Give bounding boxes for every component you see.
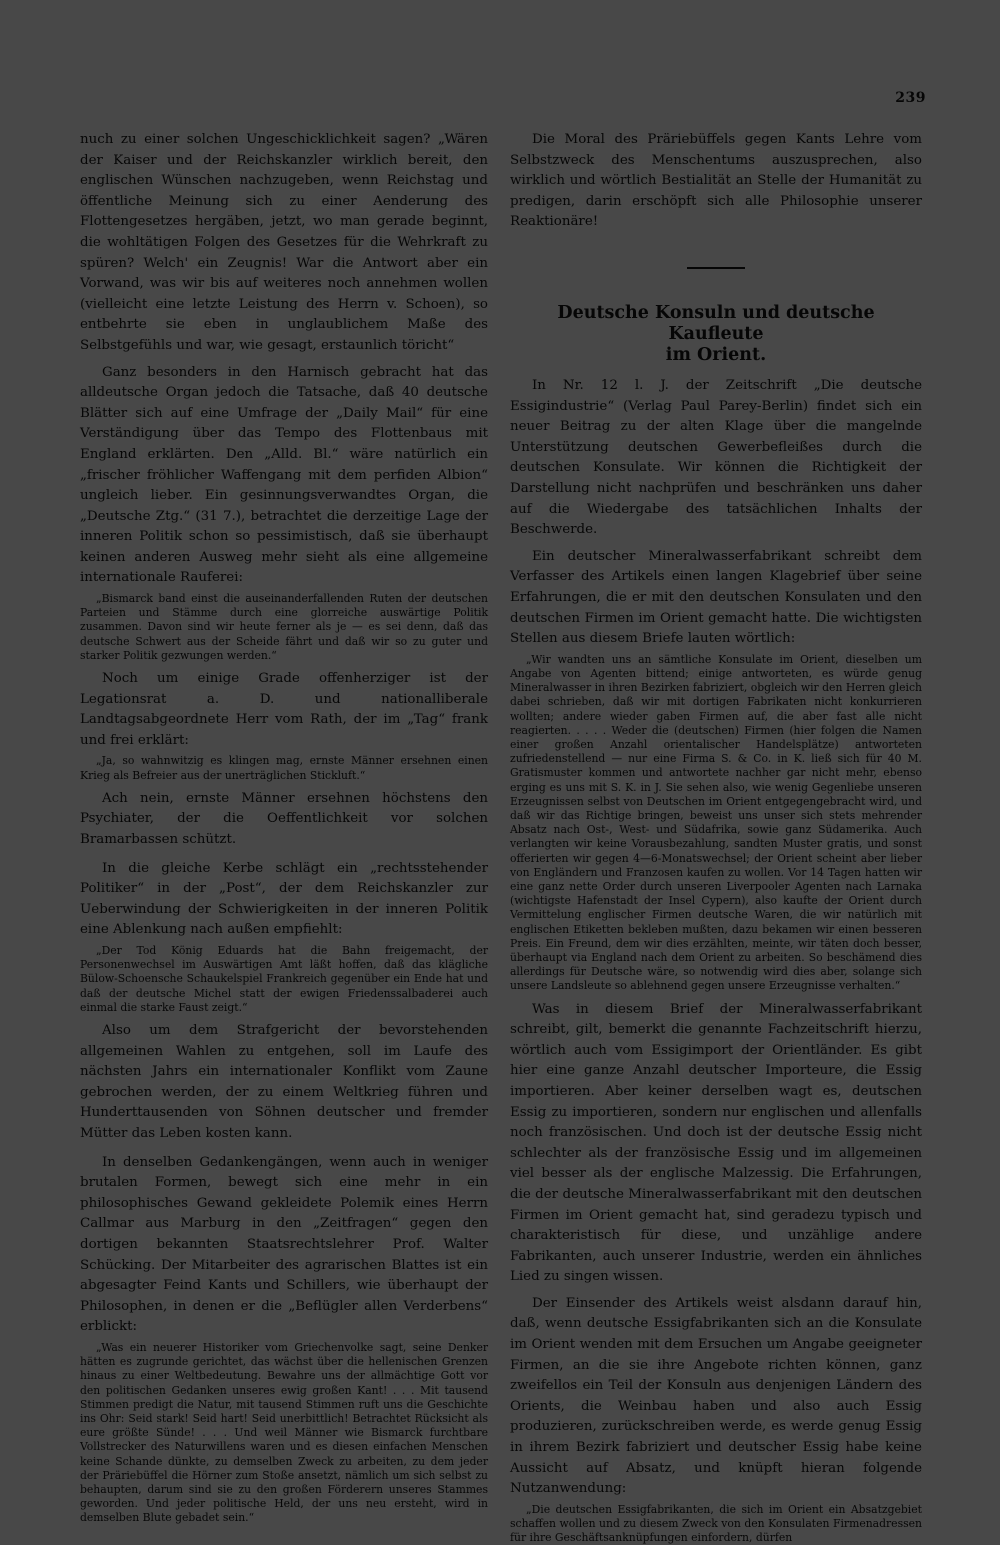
right-quote-letter: „Wir wandten uns an sämtliche Konsulate im Orient, dieselben um Angabe von Agenten bittend; einige antworteten, es würde genug Mineralwasser in ihren Bezirken fabriziert, obgleich wir den Herren gleich dabei schrieben, daß wir mit dortigen Fabrikaten nicht konkurrieren wollten; andere wieder gaben Firmen auf, die aber fast alle nicht reagierten. . . . . Weder die (deutschen) Firmen (hier folgen die Namen einer großen Anzahl orientalischer Handelsplätze) antworteten zufriedenstellend — nur eine Firma S. & Co. in K. ließ sich für 40 M. Gratismuster kommen und antwortete nachher gar nicht mehr, ebenso erging es uns mit S. K. in J. Sie sehen also, wie wenig Gegenliebe unseren Erzeugnissen selbst von Deutschen im Orient entgegengebracht wird, und daß wir das Richtige bringen, beweist uns unser sich stets mehrender Absatz nach Ost-, West- und Südafrika, sowie ganz Südamerika. Auch verlangten wir keine Vorausbezahlung, sandten Muster gratis, und sonst offerierten wir gegen 4—6-Monatswechsel; der Orient scheint aber lieber von Engländern und Franzosen kaufen zu wollen. Vor 14 Tagen hatten wir eine ganz nette Order durch unseren Liverpooler Agenten nach Larnaka (wichtigste Hafenstadt der Insel Cypern), also kaufte der Orient durch Vermittelung englischer Firmen deutsche Waren, die wir natürlich mit englischen Etiketten bekleben mußten, dazu bekamen wir einen besseren Preis. Ein Freund, dem wir dies erzählten, meinte, wir täten doch besser, überhaupt via England nach dem Orient zu arbeiten. So beschämend dies allerdings für Deutsche wäre, so notwendig wird dies aber, solange sich unsere Landsleute so ablehnend gegen unsere Erzeugnisse verhalten.“	[510, 652, 922, 993]
left-quote-post: „Der Tod König Eduards hat die Bahn freigemacht, der Personenwechsel im Auswärtigen Amt läßt hoffen, daß das klägliche Bülow-Schoensche Schaukelspiel Frankreich gegenüber ein Ende hat und daß der deutsche Michel statt der ewigen Friedenssalbaderei auch einmal die starke Faust zeigt.“	[80, 944, 488, 1014]
left-paragraph-3: Noch um einige Grade offenherziger ist der Legationsrat a. D. und nationalliberale Landtagsabgeordnete Herr vom Rath, der im „Tag“ frank und frei erklärt:	[80, 671, 488, 748]
article-heading	[510, 303, 922, 366]
page-number: 239	[895, 90, 926, 106]
left-quote-historiker: „Was ein neuerer Historiker vom Griechenvolke sagt, seine Denker hätten es zugrunde gerichtet, das wächst über die hellenischen Grenzen hinaus zu einer Weltbedeutung. Bewahre uns der allmächtige Gott vor den politischen Gedanken unseres ewig großen Kant! . . . Mit tausend Stimmen predigt die Natur, mit tausend Stimmen ruft uns die Geschichte ins Ohr: Seid stark! Seid hart! Seid unerbittlich! Betrachtet Rücksicht als eure größte Sünde! . . . Und weil Männer wie Bismarck furchtbare Vollstrecker des Naturwillens waren und es diesen einfachen Menschen keine Schande dünkte, zu demselben Zweck zu arbeiten, zu dem jeder der Präriebüffel die Hörner zum Stoße ansetzt, nämlich um sich selbst zu behaupten, darum sind sie zu den großen Förderern unseres Stammes geworden. Und jeder politische Held, der uns neu ersteht, wird in demselben Blute gebadet sein.“	[80, 1340, 488, 1525]
left-paragraph-1: nuch zu einer solchen Ungeschicklichkeit sagen? „Wären der Kaiser und der Reichskanzler wirklich bereit, den englischen Wünschen nachzugeben, wenn Reichstag und öffentliche Meinung sich zu einer Aenderung des Flottengesetzes hergäben, jetzt, wo man gerade beginnt, die wohltätigen Folgen des Gesetzes für die Wehrkraft zu spüren? Welch' ein Zeugnis! War die Antwort aber ein Vorwand, was wir bis auf weiteres noch annehmen wollen (vielleicht eine letzte Leistung des Herrn v. Schoen), so entbehrte sie eben in unglaublichem Maße des Selbstgefühls und war, wie gesagt, erstaunlich töricht“	[80, 132, 488, 353]
right-paragraph-3: Ein deutscher Mineralwasserfabrikant schreibt dem Verfasser des Artikels einen langen Klagebrief über seine Erfahrungen, die er mit den deutschen Konsulaten und den deutschen Firmen im Orient gemacht hatte. Die wichtigsten Stellen aus diesem Briefe lauten wörtlich:	[510, 548, 922, 647]
article-heading-line-2: im Orient.	[665, 344, 767, 365]
right-column	[510, 130, 922, 1545]
right-paragraph-4: Was in diesem Brief der Mineralwasserfabrikant schreibt, gilt, bemerkt die genannte Fachzeitschrift hierzu, wörtlich auch vom Essigimport der Orientländer. Es gibt hier eine ganze Anzahl deutscher Importeure, die Essig importieren. Aber keiner derselben wagt es, deutschen Essig zu importieren, sondern nur englischen und allenfalls noch französischen. Und doch ist der deutsche Essig nicht schlechter als der französische Essig und im allgemeinen viel besser als der englische Malzessig. Die Erfahrungen, die der deutsche Mineralwasserfabrikant mit den deutschen Firmen im Orient gemacht hat, sind geradezu typisch und charakteristisch für diese, und unzählige andere Fabrikanten, auch unserer Industrie, werden ein ähnliches Lied zu singen wissen.	[510, 1001, 922, 1285]
right-paragraph-5: Der Einsender des Artikels weist alsdann darauf hin, daß, wenn deutsche Essigfabrikanten sich an die Konsulate im Orient wenden mit dem Ersuchen um Angabe geeigneter Firmen, an die sie ihre Angebote richten können, ganz zweifellos ein Teil der Konsuln aus denjenigen Ländern des Orients, die Weinbau haben und also auch Essig produzieren, zurückschreiben werde, es werde genug Essig in ihrem Bezirk fabriziert und deutscher Essig habe keine Aussicht auf Absatz, und knüpft hieran folgende Nutzanwendung:	[510, 1295, 922, 1497]
left-quote-vom-rath: „Ja, so wahnwitzig es klingen mag, ernste Männer ersehnen einen Krieg als Befreier aus der unerträglichen Stickluft.“	[80, 754, 488, 782]
left-paragraph-4: Ach nein, ernste Männer ersehnen höchstens den Psychiater, der die Oeffentlichkeit vor solchen Bramarbassen schützt.	[80, 790, 488, 848]
left-quote-bismarck: „Bismarck band einst die auseinanderfallenden Ruten der deutschen Parteien und Stämme durch eine glorreiche auswärtige Politik zusammen. Davon sind wir heute ferner als je — es sei denn, daß das deutsche Schwert aus der Scheide fährt und daß wir so zu guter und starker Politik gezwungen werden.“	[80, 592, 488, 662]
left-paragraph-5: In die gleiche Kerbe schlägt ein „rechtsstehender Politiker“ in der „Post“, der dem Reichskanzler zur Ueberwindung der Schwierigkeiten in der inneren Politik eine Ablenkung nach außen empfiehlt:	[80, 860, 488, 938]
left-paragraph-7: In denselben Gedankengängen, wenn auch in weniger brutalen Formen, bewegt sich eine mehr in ein philosophisches Gewand gekleidete Polemik eines Herrn Callmar aus Marburg in den „Zeitfragen“ gegen den dortigen bekannten Staatsrechtslehrer Prof. Walter Schücking. Der Mitarbeiter des agrarischen Blattes ist ein abgesagter Feind Kants und Schillers, wie überhaupt der Philosophen, in denen er die „Beflügler allen Verderbens“ erblickt:	[80, 1154, 488, 1335]
left-paragraph-6: Also um dem Strafgericht der bevorstehenden allgemeinen Wahlen zu entgehen, soll im Laufe des nächsten Jahrs ein internationaler Konflikt vom Zaune gebrochen werden, der zu einem Weltkrieg führen und Hunderttausenden von Söhnen deutscher und fremder Mütter das Leben kosten kann.	[80, 1023, 488, 1141]
section-divider	[687, 267, 745, 269]
left-column	[80, 130, 488, 1525]
article-heading-line-1: Deutsche Konsuln und deutsche Kaufleute	[557, 302, 875, 344]
right-quote-nutzanwendung: „Die deutschen Essigfabrikanten, die sich im Orient ein Absatzgebiet schaffen wollen und zu diesem Zweck von den Konsulaten Firmenadressen für ihre Geschäftsanknüpfungen einfordern, dürfen	[510, 1502, 922, 1545]
left-paragraph-2: Ganz besonders in den Harnisch gebracht hat das alldeutsche Organ jedoch die Tatsache, daß 40 deutsche Blätter sich auf eine Umfrage der „Daily Mail“ für eine Verständigung über das Tempo des Flottenbaus mit England erklärten. Den „Alld. Bl.“ wäre natürlich ein „frischer fröhlicher Waffengang mit dem perfiden Albion“ ungleich lieber. Ein gesinnungsverwandtes Organ, die „Deutsche Ztg.“ (31 7.), betrachtet die derzeitige Lage der inneren Politik schon so pessimistisch, daß sie überhaupt keinen anderen Ausweg mehr sieht als eine allgemeine internationale Rauferei:	[80, 364, 488, 586]
right-paragraph-2: In Nr. 12 l. J. der Zeitschrift „Die deutsche Essigindustrie“ (Verlag Paul Parey-Berlin) findet sich ein neuer Beitrag zu der alten Klage über die mangelnde Unterstützung deutschen Gewerbefleißes durch die deutschen Konsulate. Wir können die Richtigkeit der Darstellung nicht nachprüfen und beschränken uns daher auf die Wiedergabe des tatsächlichen Inhalts der Beschwerde.	[510, 377, 922, 538]
right-paragraph-1: Die Moral des Präriebüffels gegen Kants Lehre vom Selbstzweck des Menschentums auszusprechen, also wirklich und wörtlich Bestialität an Stelle der Humanität zu predigen, darin erschöpft sich alle Philosophie unserer Reaktionäre!	[510, 132, 922, 230]
